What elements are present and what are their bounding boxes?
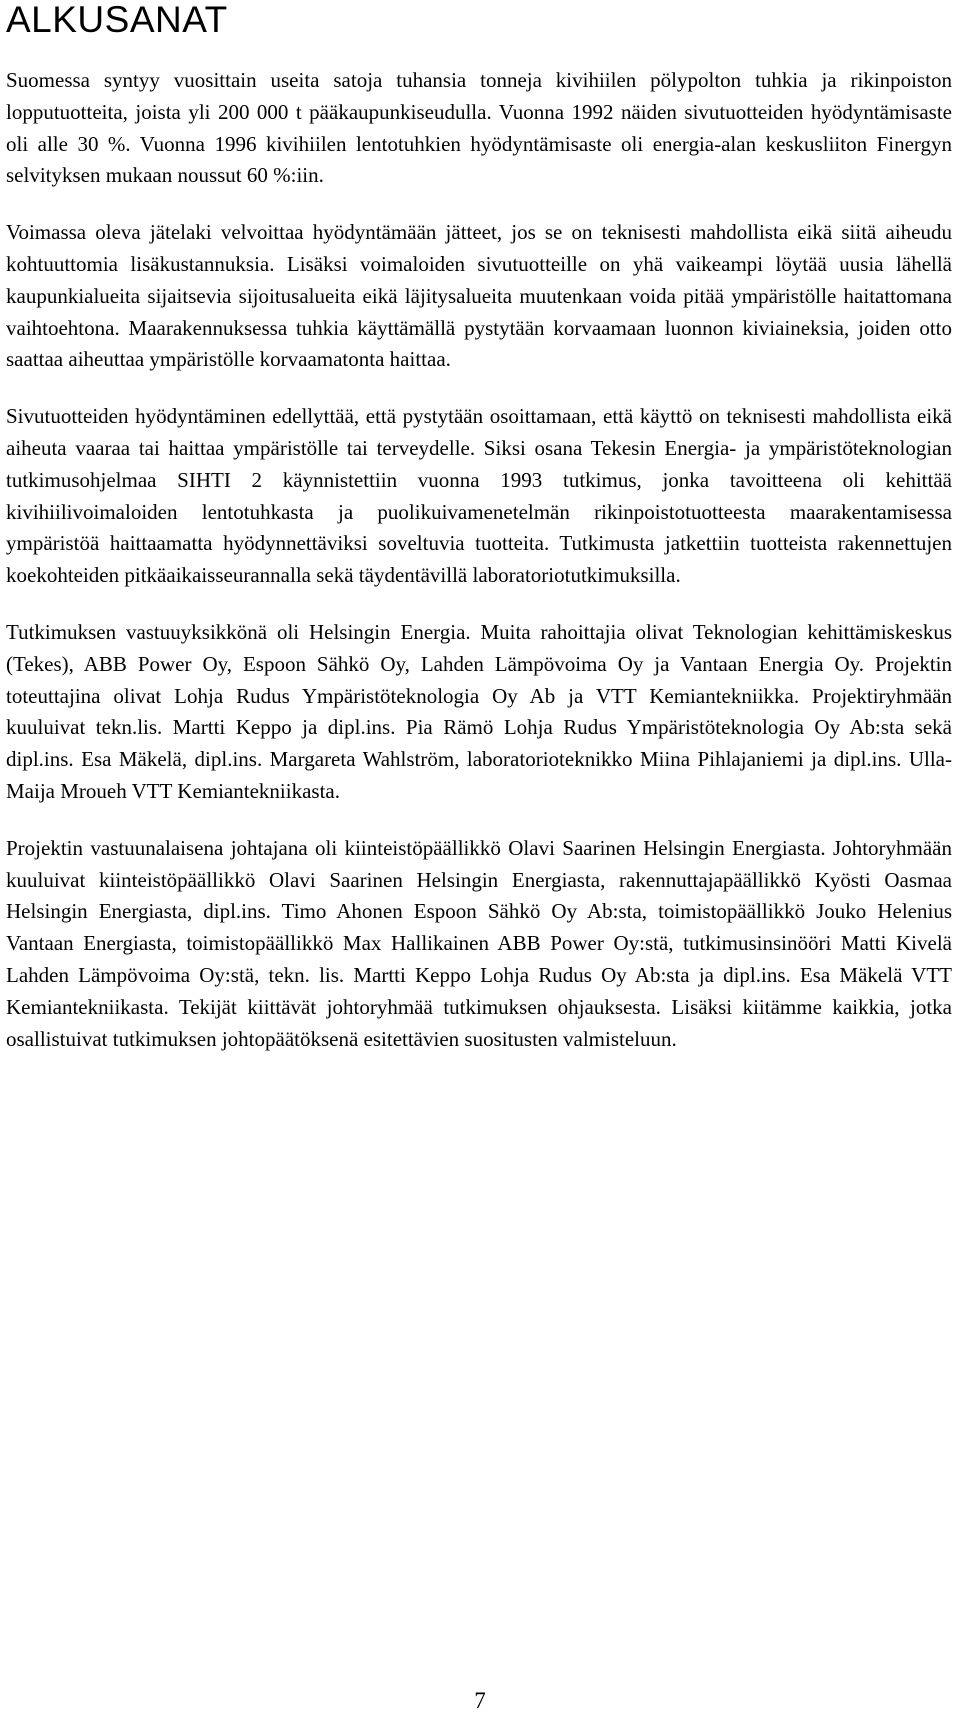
paragraph-5: Projektin vastuunalaisena johtajana oli kiinteistöpäällikkö Olavi Saarinen Helsingin Energiasta. Johtoryhmään kuuluivat kiinteistöpäällikkö Olavi Saarinen Helsingin Energiasta, rakennuttajapäällikkö Kyösti Oasmaa Helsingin Energiasta, dipl.ins. Timo Ahonen Espoon Sähkö Oy Ab:sta, toimistopäällikkö Jouko Helenius Vantaan Energiasta, toimistopäällikkö Max Hallikainen ABB Power Oy:stä, tutkimusinsinööri Matti Kivelä Lahden Lämpövoima Oy:stä, tekn. lis. Martti Keppo Lohja Rudus Oy Ab:sta ja dipl.ins. Esa Mäkelä VTT Kemiantekniikasta. Tekijät kiittävät johtoryhmää tutkimuksen ohjauksesta. Lisäksi kiitämme kaikkia, jotka osallistuivat tutkimuksen johtopäätöksenä esitettävien suositusten valmisteluun.: [6, 835, 952, 1051]
page-title: ALKUSANAT: [6, 0, 228, 40]
document-page: [6, 0, 952, 1080]
paragraph-4: Tutkimuksen vastuuyksikkönä oli Helsingin Energia. Muita rahoittajia olivat Teknologian kehittämiskeskus (Tekes), ABB Power Oy, Espoon Sähkö Oy, Lahden Lämpövoima Oy ja Vantaan Energia Oy. Projektin toteuttajina olivat Lohja Rudus Ympäristöteknologia Oy Ab ja VTT Kemiantekniikka. Projektiryhmään kuuluivat tekn.lis. Martti Keppo ja dipl.ins. Pia Rämö Lohja Rudus Ympäristöteknologia Oy Ab:sta sekä dipl.ins. Esa Mäkelä, dipl.ins. Margareta Wahlström, laboratorioteknikko Miina Pihlajaniemi ja dipl.ins. Ulla-Maija Mroueh VTT Kemiantekniikasta.: [6, 619, 952, 803]
paragraph-1: Suomessa syntyy vuosittain useita satoja tuhansia tonneja kivihiilen pölypolton tuhkia ja rikinpoiston lopputuotteita, joista yli 200 000 t pääkaupunkiseudulla. Vuonna 1992 näiden sivutuotteiden hyödyntämisaste oli alle 30 %. Vuonna 1996 kivihiilen lentotuhkien hyödyntämisaste oli energia-alan keskusliiton Finergyn selvityksen mukaan noussut 60 %:iin.: [6, 68, 952, 188]
body-text: [6, 65, 952, 1055]
paragraph-3: Sivutuotteiden hyödyntäminen edellyttää, että pystytään osoittamaan, että käyttö on teknisesti mahdollista eikä aiheuta vaaraa tai haittaa ympäristölle tai terveydelle. Siksi osana Tekesin Energia- ja ympäristöteknologian tutkimusohjelmaa SIHTI 2 käynnistettiin vuonna 1993 tutkimus, jonka tavoitteena oli kehittää kivihiilivoimaloiden lentotuhkasta ja puolikuivamenetelmän rikinpoistotuotteesta maarakentamisessa ympäristöä haittaamatta hyödynnettäviksi soveltuvia tuotteita. Tutkimusta jatkettiin tuotteista rakennettujen koekohteiden pitkäaikaisseurannalla sekä täydentävillä laboratoriotutkimuksilla.: [6, 404, 952, 588]
paragraph-2: Voimassa oleva jätelaki velvoittaa hyödyntämään jätteet, jos se on teknisesti mahdollista eikä siitä aiheudu kohtuuttomia lisäkustannuksia. Lisäksi voimaloiden sivutuotteille on yhä vaikeampi löytää uusia lähellä kaupunkialueita sijaitsevia sijoitusalueita eikä läjitysalueita muutenkaan voida pitää ympäristölle haitattomana vaihtoehtona. Maarakennuksessa tuhkia käyttämällä pystytään korvaamaan luonnon kiviaineksia, joiden otto saattaa aiheuttaa ympäristölle korvaamatonta haittaa.: [6, 220, 952, 372]
page-number: 7: [474, 1688, 486, 1713]
